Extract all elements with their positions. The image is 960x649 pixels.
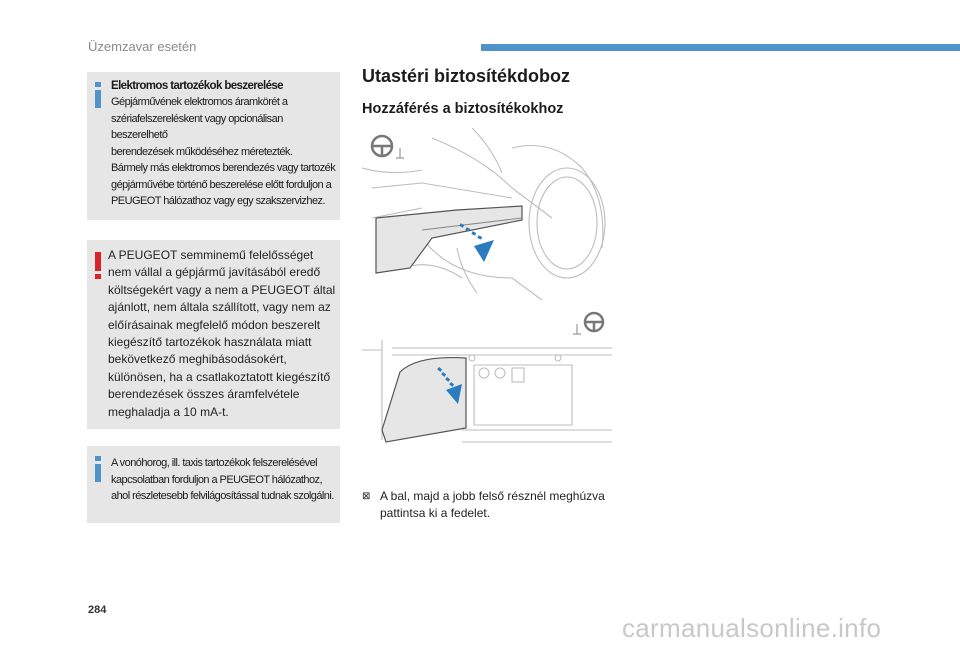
note-text: A vonóhorog, ill. taxis tartozékok felszerelésével kapcsolatban forduljon a PEUGEOT hálózathoz, ahol részletesebb felvilágosítással tudnak szolgálni. [111,457,334,502]
page-header-title: Üzemzavar esetén [88,39,197,54]
note-electrical-accessories [87,72,340,220]
header-accent-bar [481,44,960,51]
note-towbar [87,446,340,523]
warning-text: A PEUGEOT semminemű felelősséget nem vállal a gépjármű javításából eredő költségekért vagy a nem a PEUGEOT által ajánlott, nem általa szállított, vagy nem az előírásainak megfelelő módon beszerelt kiegészítő tartozékok használata miatt bekövetkező meghibásodásokért, különösen, ha a csatlakoztatott kiegészítő berendezések összes áramfelvétele meghaladja a 10 mA-t. [108,248,336,419]
info-icon [95,82,101,108]
dashboard-illustration [362,128,614,300]
note-warning-liability [87,240,340,429]
note-text: Gépjárművének elektromos áramkörét a szériafelszereléskent vagy opcionálisan beszerelhető berendezések működéséhez méretezték. Bármely más elektromos berendezés vagy tartozék gépjárművébe történő beszerelése előtt forduljon a PEUGEOT hálózathoz vagy egy szakszervizhez. [111,96,336,207]
steering-wheel-lhd-icon [573,313,603,334]
section-title: Utastéri biztosítékdoboz [362,66,571,86]
section-subtitle: Hozzáférés a biztosítékokhoz [362,101,564,117]
step-marker-icon: ⊠ [362,491,371,502]
instruction-step: ⊠ A bal, majd a jobb felső résznél meghúzva pattintsa ki a fedelet. [362,489,605,520]
page-number: 284 [88,604,107,616]
warning-icon [95,252,101,278]
note-title: Elektromos tartozékok beszerelése [111,80,283,92]
steering-wheel-lhd-icon [372,136,404,158]
watermark: carmanualsonline.info [622,613,882,643]
fuse-box-illustration [362,310,614,458]
info-icon [95,456,101,482]
